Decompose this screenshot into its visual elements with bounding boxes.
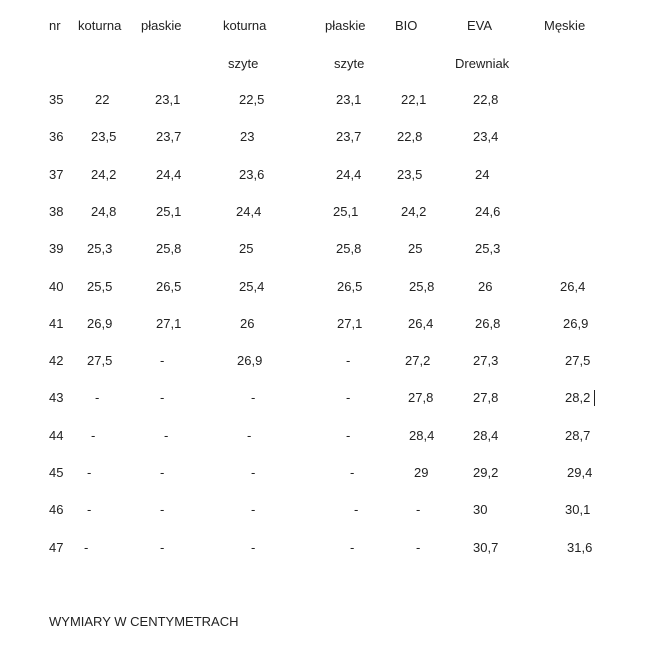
- table-cell: 26: [478, 279, 493, 294]
- table-cell: 22,8: [397, 129, 423, 144]
- table-cell: 25,3: [475, 241, 501, 256]
- table-cell: -: [346, 390, 351, 405]
- table-cell: 22,8: [473, 92, 499, 107]
- table-cell: 23,7: [336, 129, 362, 144]
- table-cell: 23: [240, 129, 255, 144]
- table-cell: 22,5: [239, 92, 265, 107]
- table-cell: 23,1: [336, 92, 362, 107]
- column-header: BIO: [395, 18, 418, 33]
- table-cell: 22,1: [401, 92, 427, 107]
- table-cell: 27,5: [565, 353, 591, 368]
- table-cell: 27,2: [405, 353, 431, 368]
- column-header: Męskie: [544, 18, 586, 33]
- table-cell: -: [87, 465, 92, 480]
- table-cell: 26,5: [156, 279, 182, 294]
- table-cell: 26,9: [87, 316, 113, 331]
- table-cell: 24,6: [475, 204, 501, 219]
- table-cell: -: [350, 465, 355, 480]
- footer-note: WYMIARY W CENTYMETRACH: [49, 614, 239, 629]
- row-size-number: 40: [49, 279, 64, 294]
- table-cell: 22: [95, 92, 110, 107]
- table-cell: 25,8: [156, 241, 182, 256]
- table-cell: -: [416, 540, 421, 555]
- table-cell: -: [354, 502, 359, 517]
- table-cell: 31,6: [567, 540, 593, 555]
- table-cell: 24,4: [336, 167, 362, 182]
- table-cell: -: [350, 540, 355, 555]
- column-subheader: szyte: [334, 56, 365, 71]
- column-subheader: Drewniak: [455, 56, 510, 71]
- table-cell: 27,1: [156, 316, 182, 331]
- column-header: koturna: [223, 18, 267, 33]
- table-cell: 25,4: [239, 279, 265, 294]
- table-cell: 26,9: [563, 316, 589, 331]
- table-cell: -: [346, 428, 351, 443]
- table-cell: -: [251, 390, 256, 405]
- table-cell: 27,1: [337, 316, 363, 331]
- column-header: nr: [49, 18, 61, 33]
- table-cell: 24,8: [91, 204, 117, 219]
- table-cell: 23,5: [397, 167, 423, 182]
- table-cell: 25,5: [87, 279, 113, 294]
- row-size-number: 42: [49, 353, 64, 368]
- table-cell: -: [95, 390, 100, 405]
- table-cell: 25,3: [87, 241, 113, 256]
- table-cell: -: [91, 428, 96, 443]
- row-size-number: 43: [49, 390, 64, 405]
- table-cell: -: [160, 540, 165, 555]
- row-size-number: 39: [49, 241, 64, 256]
- table-cell: 28,2: [565, 390, 591, 405]
- table-cell: 24,2: [401, 204, 427, 219]
- table-cell: 24,2: [91, 167, 117, 182]
- table-cell: -: [160, 390, 165, 405]
- table-cell: 26,4: [560, 279, 586, 294]
- table-cell: 25,1: [156, 204, 182, 219]
- table-cell: -: [251, 465, 256, 480]
- table-cell: -: [84, 540, 89, 555]
- row-size-number: 38: [49, 204, 64, 219]
- table-cell: 23,1: [155, 92, 181, 107]
- column-header: EVA: [467, 18, 493, 33]
- row-size-number: 44: [49, 428, 64, 443]
- table-cell: -: [160, 353, 165, 368]
- table-cell: -: [346, 353, 351, 368]
- table-cell: -: [247, 428, 252, 443]
- table-cell: 30,1: [565, 502, 591, 517]
- table-cell: 28,4: [473, 428, 499, 443]
- table-cell: -: [164, 428, 169, 443]
- table-cell: 25,8: [409, 279, 435, 294]
- table-cell: 23,5: [91, 129, 117, 144]
- table-cell: 25: [239, 241, 254, 256]
- table-cell: 25,8: [336, 241, 362, 256]
- row-size-number: 35: [49, 92, 64, 107]
- table-cell: 27,3: [473, 353, 499, 368]
- column-header: płaskie: [325, 18, 366, 33]
- column-header: koturna: [78, 18, 122, 33]
- row-size-number: 46: [49, 502, 64, 517]
- table-cell: 23,4: [473, 129, 499, 144]
- row-size-number: 37: [49, 167, 64, 182]
- table-cell: 30: [473, 502, 488, 517]
- table-cell: 25: [408, 241, 423, 256]
- table-cell: 24,4: [236, 204, 262, 219]
- table-cell: -: [160, 465, 165, 480]
- row-size-number: 45: [49, 465, 64, 480]
- table-cell: 26,8: [475, 316, 501, 331]
- table-cell: 26,5: [337, 279, 363, 294]
- column-subheader: szyte: [228, 56, 259, 71]
- table-cell: 27,8: [408, 390, 434, 405]
- row-size-number: 41: [49, 316, 64, 331]
- table-cell: 26: [240, 316, 255, 331]
- text-cursor: [594, 390, 595, 406]
- table-cell: 23,6: [239, 167, 265, 182]
- table-cell: 24: [475, 167, 490, 182]
- table-cell: 29: [414, 465, 429, 480]
- row-size-number: 36: [49, 129, 64, 144]
- table-cell: -: [87, 502, 92, 517]
- table-cell: 24,4: [156, 167, 182, 182]
- table-cell: 23,7: [156, 129, 182, 144]
- table-cell: 27,5: [87, 353, 113, 368]
- table-cell: 28,4: [409, 428, 435, 443]
- table-cell: -: [160, 502, 165, 517]
- table-cell: -: [416, 502, 421, 517]
- table-cell: 29,2: [473, 465, 499, 480]
- table-cell: 27,8: [473, 390, 499, 405]
- table-cell: -: [251, 540, 256, 555]
- table-cell: 29,4: [567, 465, 593, 480]
- table-cell: 26,9: [237, 353, 263, 368]
- table-cell: 28,7: [565, 428, 591, 443]
- table-cell: 25,1: [333, 204, 359, 219]
- table-cell: 30,7: [473, 540, 499, 555]
- column-header: płaskie: [141, 18, 182, 33]
- row-size-number: 47: [49, 540, 64, 555]
- table-cell: -: [251, 502, 256, 517]
- table-cell: 26,4: [408, 316, 434, 331]
